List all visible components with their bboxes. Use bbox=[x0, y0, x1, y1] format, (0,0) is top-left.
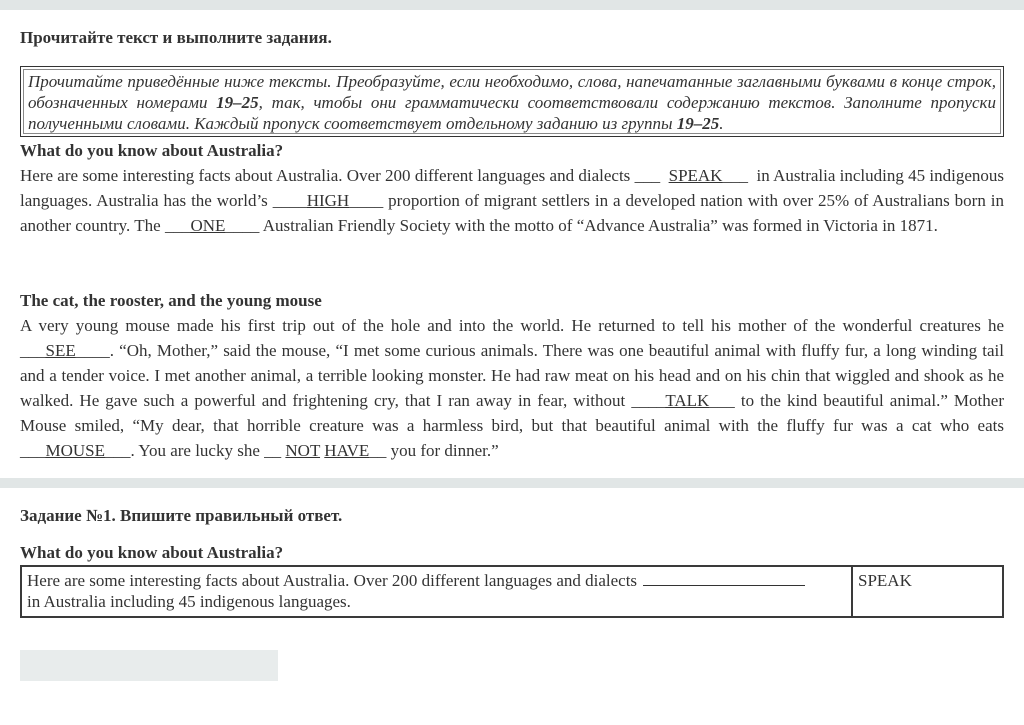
task-subheading: What do you know about Australia? bbox=[20, 543, 284, 562]
gap-line: ___ bbox=[164, 216, 191, 235]
task-range: 19–25 bbox=[216, 93, 259, 112]
passage-title: What do you know about Australia? bbox=[20, 141, 284, 160]
passage-mouse bbox=[20, 288, 1004, 463]
gap-keyword: HIGH bbox=[306, 191, 350, 210]
task-sentence bbox=[22, 567, 853, 616]
gap-line: ____ bbox=[225, 216, 260, 235]
gap-keyword: TALK bbox=[665, 391, 710, 410]
section-separator-bar bbox=[0, 478, 1024, 488]
task-range: 19–25 bbox=[676, 114, 720, 133]
passage-title: The cat, the rooster, and the young mouse bbox=[20, 291, 322, 310]
instructions-part: , так, чтобы они грамматически соответствовали содержанию текстов. Заполните пропуски полученными словами. Каждый пропуск соответствует отдельному заданию из группы bbox=[28, 93, 996, 133]
page-title: Прочитайте текст и выполните задания. bbox=[20, 28, 332, 47]
passage-text: proportion of migrant settlers in a developed nation with over 25% of Australians born in another country. The bbox=[20, 191, 1004, 235]
instructions-part: . bbox=[719, 114, 724, 133]
passage-text: to the kind beautiful animal.” Mother Mouse smiled, “My dear, that horrible creature was a harmless bird, but that beautiful animal with the fluffy fur was a cat who eats bbox=[20, 391, 1004, 435]
passage-text: Here are some interesting facts about Australia. Over 200 different languages and dialects bbox=[20, 166, 635, 185]
passage-text: A very young mouse made his first trip out of the hole and into the world. He returned to tell his mother of the wonderful creatures he bbox=[20, 316, 1004, 335]
task-blank-line bbox=[643, 571, 805, 586]
gap-keyword: MOUSE bbox=[45, 441, 106, 460]
passage-text: . You are lucky she bbox=[130, 441, 265, 460]
task-text-after: in Australia including 45 indigenous languages. bbox=[27, 592, 351, 611]
gap-line: ____ bbox=[272, 191, 307, 210]
passage-text: in Australia including 45 indigenous languages. Australia has the world’s bbox=[20, 166, 1005, 210]
gap-keyword: HAVE bbox=[324, 441, 370, 460]
task-table bbox=[20, 565, 1004, 618]
gap-line: ___ bbox=[20, 441, 46, 460]
gap-keyword: ONE bbox=[190, 216, 226, 235]
gap-line: ___ bbox=[634, 166, 669, 185]
gap-keyword: SEE bbox=[45, 341, 76, 360]
gap-line: ___ bbox=[20, 341, 46, 360]
task-heading: Задание №1. Впишите правильный ответ. bbox=[20, 506, 343, 525]
gap-line: ____ bbox=[349, 191, 384, 210]
gap-line: ____ bbox=[75, 341, 110, 360]
gap-keyword: SPEAK bbox=[668, 166, 723, 185]
answer-input[interactable] bbox=[20, 650, 278, 681]
top-separator-bar bbox=[0, 0, 1024, 10]
gap-line: ___ bbox=[709, 391, 735, 410]
gap-line: ___ bbox=[722, 166, 753, 185]
gap-line: ___ bbox=[105, 441, 131, 460]
passage-text: you for dinner.” bbox=[386, 441, 499, 460]
gap-line: __ bbox=[369, 441, 387, 460]
passage-text: Australian Friendly Society with the motto of “Advance Australia” was formed in Victoria in 1871. bbox=[259, 216, 938, 235]
instructions-text bbox=[23, 69, 1001, 134]
gap-keyword: NOT bbox=[285, 441, 321, 460]
gap-line: __ bbox=[264, 441, 286, 460]
task-text-before: Here are some interesting facts about Australia. Over 200 different languages and dialects bbox=[27, 571, 638, 590]
passage-text: . “Oh, Mother,” said the mouse, “I met some curious animals. There was one beautiful animal with fluffy fur, a long winding tail and a tender voice. I met another animal, a terrible looking monster. He had raw meat on his head and on his chin that wiggled and shook as he walked. He gave such a powerful and frightening cry, that I ran away in fear, without bbox=[20, 341, 1004, 410]
instructions-part: Прочитайте приведённые ниже тексты. Преобразуйте, если необходимо, слова, напечатанные заглавными буквами в конце строк, обозначенных номерами bbox=[28, 72, 996, 112]
task-keyword: SPEAK bbox=[858, 571, 912, 590]
passage-australia bbox=[20, 138, 1004, 238]
instructions-box bbox=[20, 66, 1004, 137]
gap-line: ____ bbox=[631, 391, 666, 410]
